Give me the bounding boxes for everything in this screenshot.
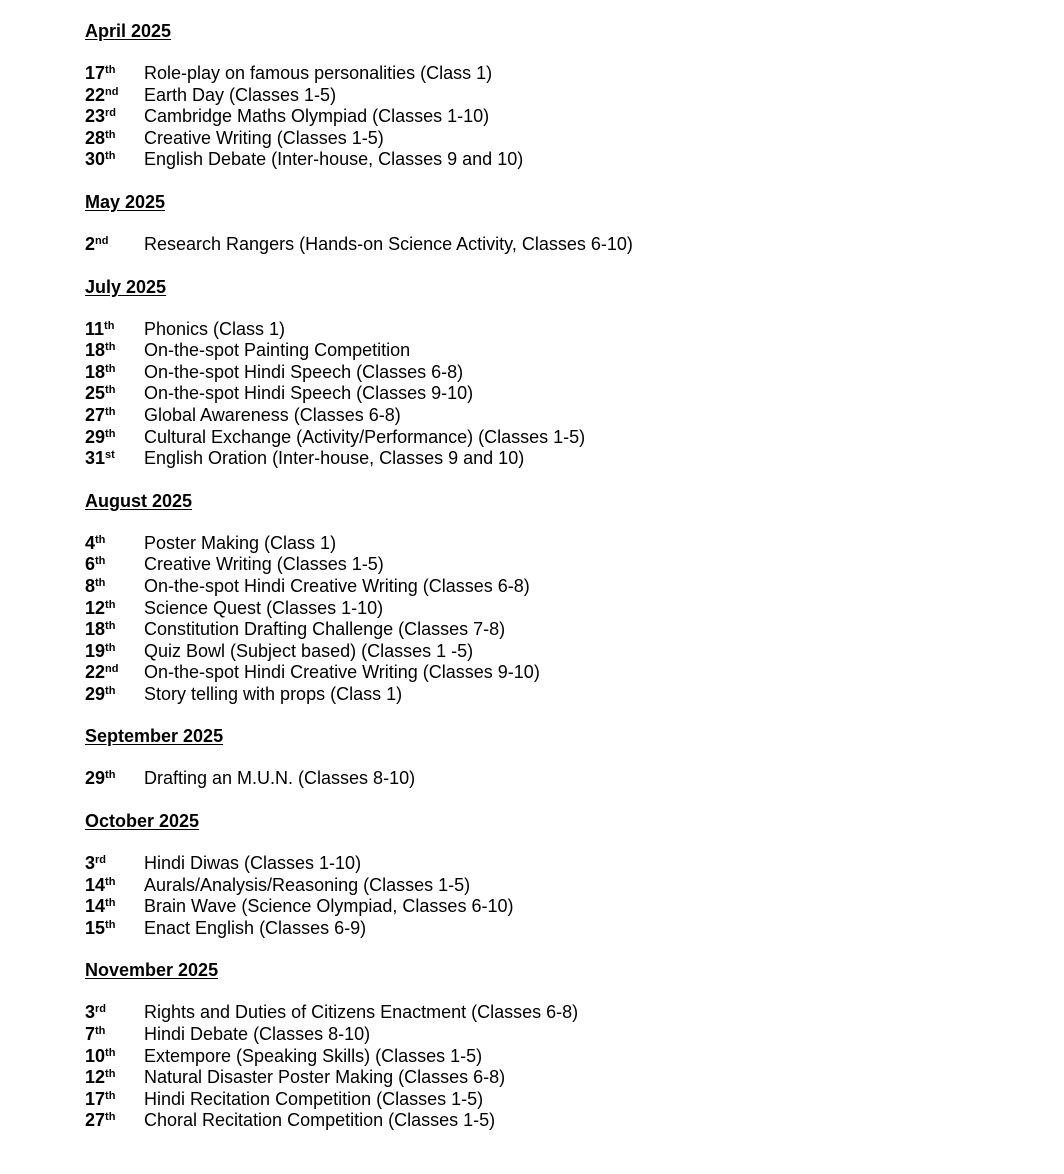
event-row	[85, 63, 1025, 85]
event-day-number: 15	[85, 917, 106, 938]
event-date	[85, 875, 144, 897]
event-description: English Oration (Inter-house, Classes 9 and 10)	[144, 448, 525, 469]
event-description: Earth Day (Classes 1-5)	[144, 84, 337, 105]
month-section	[85, 959, 1025, 1132]
event-description: Rights and Duties of Citizens Enactment (Classes 6-8)	[144, 1002, 579, 1023]
month-section	[85, 810, 1025, 939]
event-day-number: 28	[85, 127, 106, 148]
event-day-number: 29	[85, 768, 106, 789]
event-row	[85, 554, 1025, 576]
event-day-suffix: nd	[105, 85, 119, 98]
event-day-number: 22	[85, 84, 106, 105]
event-date	[85, 234, 144, 256]
event-day-number: 8	[85, 575, 96, 596]
event-date	[85, 598, 144, 620]
event-description: Aurals/Analysis/Reasoning (Classes 1-5)	[144, 874, 471, 895]
event-day-number: 6	[85, 554, 96, 575]
event-day-number: 12	[85, 597, 106, 618]
month-section	[85, 490, 1025, 706]
event-date	[85, 427, 144, 449]
event-description: Brain Wave (Science Olympiad, Classes 6-10)	[144, 896, 514, 917]
event-row	[85, 896, 1025, 918]
event-date	[85, 684, 144, 706]
event-day-suffix: th	[105, 405, 116, 418]
event-day-number: 23	[85, 106, 106, 127]
event-row	[85, 662, 1025, 684]
event-row	[85, 1002, 1025, 1024]
event-day-suffix: th	[105, 1111, 116, 1124]
event-day-suffix: th	[105, 362, 116, 375]
event-description: Hindi Recitation Competition (Classes 1-5)	[144, 1088, 484, 1109]
event-day-suffix: th	[105, 341, 116, 354]
event-description: Hindi Diwas (Classes 1-10)	[144, 853, 362, 874]
event-day-number: 4	[85, 532, 96, 553]
event-description: Global Awareness (Classes 6-8)	[144, 404, 401, 425]
event-day-number: 27	[85, 1110, 106, 1131]
event-date	[85, 128, 144, 150]
event-description: Cambridge Maths Olympiad (Classes 1-10)	[144, 106, 490, 127]
month-section	[85, 725, 1025, 790]
event-date	[85, 1002, 144, 1024]
event-description: Natural Disaster Poster Making (Classes 6-8)	[144, 1067, 506, 1088]
event-description: On-the-spot Hindi Creative Writing (Classes 6-8)	[144, 575, 530, 596]
event-row	[85, 1110, 1025, 1132]
event-description: Story telling with props (Class 1)	[144, 683, 403, 704]
event-date	[85, 1024, 144, 1046]
event-day-suffix: th	[105, 620, 116, 633]
event-description: Drafting an M.U.N. (Classes 8-10)	[144, 768, 416, 789]
month-heading: November 2025	[85, 960, 219, 981]
event-day-number: 3	[85, 853, 96, 874]
event-row	[85, 576, 1025, 598]
event-description: Hindi Debate (Classes 8-10)	[144, 1024, 371, 1045]
event-description: Quiz Bowl (Subject based) (Classes 1 -5)	[144, 640, 474, 661]
event-row	[85, 405, 1025, 427]
month-section	[85, 191, 1025, 256]
event-day-number: 27	[85, 404, 106, 425]
event-day-suffix: rd	[105, 107, 117, 120]
event-day-suffix: th	[105, 1068, 116, 1081]
event-day-suffix: th	[95, 555, 106, 568]
event-date	[85, 362, 144, 384]
event-description: Creative Writing (Classes 1-5)	[144, 554, 384, 575]
event-day-number: 14	[85, 896, 106, 917]
event-day-suffix: th	[95, 1025, 106, 1038]
event-row	[85, 234, 1025, 256]
event-date	[85, 1046, 144, 1068]
month-heading: October 2025	[85, 811, 200, 832]
event-row	[85, 684, 1025, 706]
event-row	[85, 362, 1025, 384]
event-row	[85, 853, 1025, 875]
event-day-suffix: th	[105, 769, 116, 782]
event-day-suffix: th	[105, 598, 116, 611]
event-date	[85, 619, 144, 641]
event-date	[85, 149, 144, 171]
event-row	[85, 427, 1025, 449]
event-row	[85, 319, 1025, 341]
event-day-suffix: th	[105, 641, 116, 654]
event-day-number: 18	[85, 619, 106, 640]
event-date	[85, 641, 144, 663]
event-day-number: 29	[85, 683, 106, 704]
event-description: Science Quest (Classes 1-10)	[144, 597, 384, 618]
event-row	[85, 128, 1025, 150]
event-day-suffix: nd	[105, 663, 119, 676]
event-date	[85, 918, 144, 940]
event-day-suffix: th	[105, 897, 116, 910]
event-date	[85, 554, 144, 576]
event-day-suffix: th	[105, 128, 116, 141]
event-description: English Debate (Inter-house, Classes 9 and 10)	[144, 149, 524, 170]
event-date	[85, 576, 144, 598]
event-row	[85, 875, 1025, 897]
event-day-number: 17	[85, 1088, 106, 1109]
event-date	[85, 662, 144, 684]
event-day-number: 22	[85, 662, 106, 683]
event-day-suffix: th	[105, 918, 116, 931]
event-date	[85, 896, 144, 918]
event-day-number: 11	[85, 318, 105, 339]
event-day-number: 29	[85, 426, 106, 447]
event-description: Phonics (Class 1)	[144, 318, 286, 339]
event-description: On-the-spot Hindi Creative Writing (Classes 9-10)	[144, 662, 540, 683]
event-description: Extempore (Speaking Skills) (Classes 1-5)	[144, 1045, 483, 1066]
event-day-number: 12	[85, 1067, 106, 1088]
event-day-suffix: th	[105, 64, 116, 76]
event-day-suffix: th	[105, 875, 116, 888]
event-row	[85, 918, 1025, 940]
event-date	[85, 405, 144, 427]
event-day-suffix: nd	[95, 234, 109, 247]
event-description: On-the-spot Painting Competition	[144, 340, 411, 361]
event-day-number: 3	[85, 1002, 96, 1023]
month-section	[85, 276, 1025, 470]
event-day-number: 18	[85, 361, 106, 382]
event-day-suffix: th	[95, 533, 106, 546]
event-day-number: 10	[85, 1045, 106, 1066]
event-day-suffix: th	[95, 576, 106, 589]
event-date	[85, 383, 144, 405]
event-date	[85, 63, 144, 85]
event-row	[85, 768, 1025, 790]
event-day-number: 2	[85, 233, 96, 254]
event-calendar	[85, 20, 1025, 1132]
event-date	[85, 1110, 144, 1132]
month-heading: May 2025	[85, 191, 166, 212]
event-date	[85, 1089, 144, 1111]
event-description: Cultural Exchange (Activity/Performance) (Classes 1-5)	[144, 426, 586, 447]
event-day-suffix: th	[105, 1089, 116, 1102]
event-day-number: 19	[85, 640, 106, 661]
event-day-suffix: th	[105, 684, 116, 697]
event-row	[85, 1089, 1025, 1111]
event-day-number: 25	[85, 383, 106, 404]
event-day-suffix: th	[105, 1046, 116, 1059]
event-description: Research Rangers (Hands-on Science Activity, Classes 6-10)	[144, 233, 633, 254]
month-heading: August 2025	[85, 490, 193, 511]
event-description: On-the-spot Hindi Speech (Classes 6-8)	[144, 361, 464, 382]
event-row	[85, 1067, 1025, 1089]
event-description: Choral Recitation Competition (Classes 1-5)	[144, 1110, 496, 1131]
event-date	[85, 768, 144, 790]
event-date	[85, 533, 144, 555]
event-row	[85, 641, 1025, 663]
event-description: Role-play on famous personalities (Class 1)	[144, 63, 493, 83]
event-date	[85, 1067, 144, 1089]
event-row	[85, 533, 1025, 555]
event-row	[85, 1024, 1025, 1046]
event-row	[85, 619, 1025, 641]
event-day-number: 18	[85, 340, 106, 361]
event-date	[85, 448, 144, 470]
event-day-suffix: th	[105, 150, 116, 163]
event-description: Enact English (Classes 6-9)	[144, 917, 367, 938]
event-day-suffix: th	[105, 384, 116, 397]
event-day-number: 7	[85, 1024, 96, 1045]
event-description: Creative Writing (Classes 1-5)	[144, 127, 384, 148]
event-day-suffix: th	[104, 319, 115, 332]
event-row	[85, 598, 1025, 620]
event-day-suffix: rd	[95, 1003, 107, 1016]
month-heading: September 2025	[85, 726, 224, 747]
event-description: On-the-spot Hindi Speech (Classes 9-10)	[144, 383, 474, 404]
event-date	[85, 106, 144, 128]
event-date	[85, 85, 144, 107]
event-row	[85, 448, 1025, 470]
event-day-number: 30	[85, 149, 106, 170]
event-date	[85, 340, 144, 362]
event-row	[85, 85, 1025, 107]
event-row	[85, 149, 1025, 171]
month-heading: July 2025	[85, 276, 167, 297]
month-heading: April 2025	[85, 21, 172, 41]
event-day-number: 31	[85, 448, 106, 469]
month-section	[85, 20, 1025, 171]
event-row	[85, 383, 1025, 405]
event-day-suffix: st	[105, 449, 115, 462]
event-row	[85, 106, 1025, 128]
event-date	[85, 853, 144, 875]
event-day-suffix: rd	[95, 854, 107, 867]
event-day-number: 17	[85, 63, 106, 83]
event-day-suffix: th	[105, 427, 116, 440]
event-row	[85, 1046, 1025, 1068]
event-description: Poster Making (Class 1)	[144, 532, 337, 553]
event-day-number: 14	[85, 874, 106, 895]
event-description: Constitution Drafting Challenge (Classes 7-8)	[144, 619, 506, 640]
event-date	[85, 319, 144, 341]
event-row	[85, 340, 1025, 362]
